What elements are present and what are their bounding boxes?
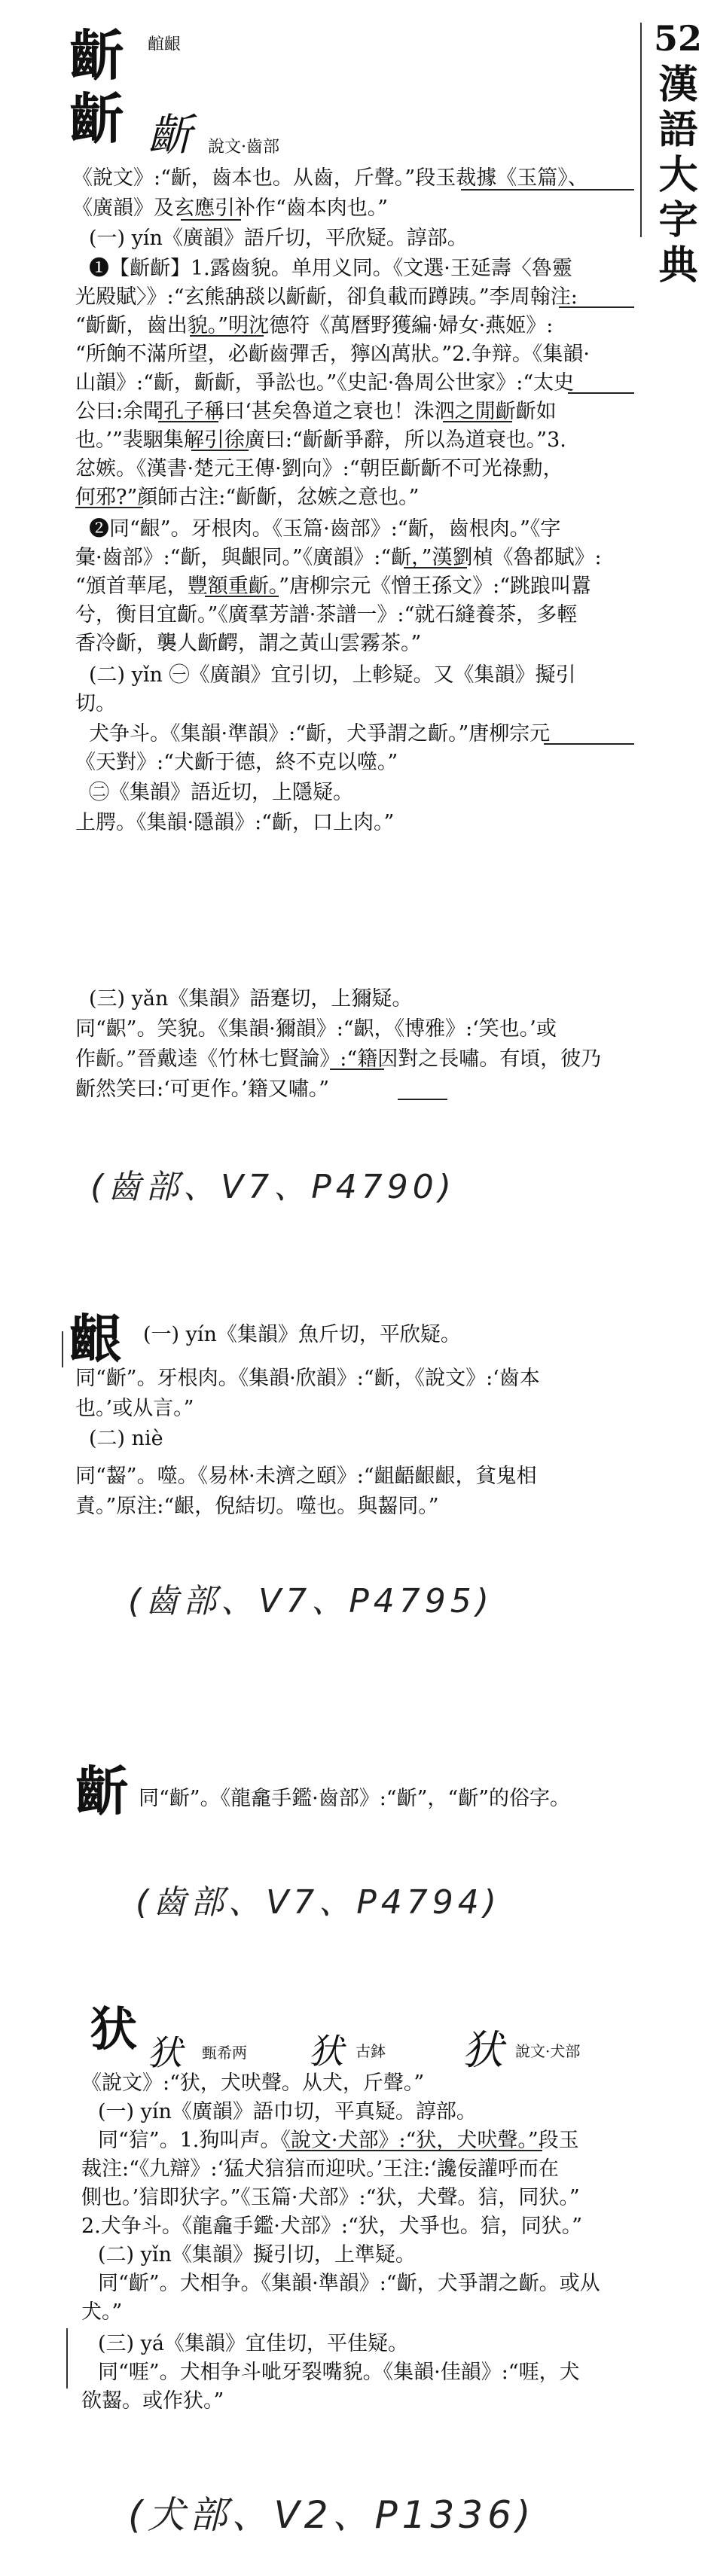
entry-line: 同“啀”。犬相争斗呲牙裂嘴貌。《集韻·佳韻》:“啀，犬 xyxy=(98,2361,580,2384)
entry-line: “齗齗，齒出貌。”明沈德符《萬曆野獲編·婦女·燕姬》: xyxy=(75,314,554,337)
entry-line: 切。 xyxy=(75,692,116,715)
entry-line: (三) yá《集韻》宜佳切，平佳疑。 xyxy=(98,2332,408,2355)
entry-line: 同“齗”。《龍龕手鑑·齒部》:“齗”，“齗”的俗字。 xyxy=(139,1787,570,1810)
entry-line: “所餉不滿所望，必齗齒彈舌，獰凶萬狀。”2.争辩。《集韻· xyxy=(75,343,590,366)
seal-source-label: 說文·犬部 xyxy=(515,2042,581,2060)
entry-line: 同“齧”。噬。《易林·未濟之頤》:“齟齬齦齦，貧鬼相 xyxy=(75,1465,537,1488)
seal-glyph: 犾 xyxy=(148,2032,182,2073)
handwritten-note: (犬部、V2、P1336) xyxy=(128,2493,536,2537)
entry-line: 《說文》:“齗，齒本也。从齒，斤聲。”段玉裁據《玉篇》、 xyxy=(72,166,588,190)
seal-source-label: 甄希两 xyxy=(202,2044,247,2062)
entry-line: 作齗。”晉戴逵《竹林七賢論》:“籍因對之長嘯。有頃，彼乃 xyxy=(75,1047,602,1071)
head-character: 齗 xyxy=(69,23,124,87)
head-character: 齦 xyxy=(69,1308,122,1370)
entry-line: 兮，衡目宜齗。”《廣羣芳譜·茶譜一》:“就石縫養茶，多輕 xyxy=(75,603,578,626)
entry-line: 犬。” xyxy=(81,2300,123,2324)
seal-character: 齗 xyxy=(69,87,124,151)
entry-line: (一) yín《集韻》魚斤切，平欣疑。 xyxy=(143,1323,461,1346)
entry-line: ❷同“齦”。牙根肉。《玉篇·齒部》:“齗，齒根肉。”《字 xyxy=(89,517,561,541)
entry-line: ❶【齗齗】1.露齒貌。单用义同。《文選·王延壽〈魯靈 xyxy=(89,257,572,280)
entry-line: (一) yín《廣韻》語巾切，平真疑。諄部。 xyxy=(98,2100,477,2123)
handwritten-note: (齒部、V7、P4795) xyxy=(128,1582,493,1620)
entry-line: 《天對》:“犬齗于德，終不克以噬。” xyxy=(75,751,398,774)
entry-line: (二) niè xyxy=(89,1427,163,1450)
book-title: 漢語大字典 xyxy=(652,63,697,289)
head-note: 𪘲齦 xyxy=(148,35,182,54)
handwritten-note: (齒部、V7、P4790) xyxy=(90,1168,456,1206)
head-character: 齗 xyxy=(75,1760,128,1822)
entry-line: 裁注:“《九辯》:‘猛犬狺狺而迎吠。’王注:‘讒佞讙呼而在 xyxy=(81,2157,559,2181)
entry-line: 同“狺”。1.狗叫声。《說文·犬部》:“犾，犬吠聲。”段玉 xyxy=(98,2129,579,2152)
entry-line: 也。’”裴駰集解引徐廣曰:“齗齗爭辭，所以為道衰也。”3. xyxy=(75,428,566,452)
entry-line: 2.犬争斗。《龍龕手鑑·犬部》:“犾，犬爭也。狺，同犾。” xyxy=(81,2215,583,2238)
entry-line: (二) yǐn ㊀《廣韻》宜引切，上軫疑。又《集韻》擬引 xyxy=(89,663,576,687)
entry-line: 忿嫉。《漢書·楚元王傳·劉向》:“朝臣齗齗不可光祿勳， xyxy=(75,457,563,480)
seal-source-label: 說文·齒部 xyxy=(208,138,279,157)
entry-line: “頒首華尾，豐額重齗。”唐柳宗元《憎王孫文》:“跳踉叫囂 xyxy=(75,575,592,598)
entry-line: (一) yín《廣韻》語斤切，平欣疑。諄部。 xyxy=(89,227,468,250)
entry-line: 山韻》:“齗，齗齗，爭訟也。”《史記·魯周公世家》:“太史 xyxy=(75,371,575,395)
entry-line: 同“齗”。犬相争。《集韻·準韻》:“齗，犬爭謂之齗。或从 xyxy=(98,2272,600,2295)
entry-line: 《廣韻》及玄應引补作“齒本肉也。” xyxy=(72,197,389,220)
entry-line: 《說文》:“犾，犬吠聲。从犬，斤聲。” xyxy=(81,2071,425,2095)
entry-line: 側也。’狺即犾字。”《玉篇·犬部》:“犾，犬聲。狺，同犾。” xyxy=(81,2186,580,2209)
entry-line: (二) yǐn《集韻》擬引切，上準疑。 xyxy=(98,2243,416,2267)
entry-line: 公曰:余聞孔子稱曰‘甚矣魯道之衰也！洙泗之閒齗齗如 xyxy=(75,400,557,423)
entry-line: (三) yǎn《集韻》語蹇切，上獮疑。 xyxy=(89,987,413,1011)
entry-line: 上腭。《集韻·隱韻》:“齗，口上肉。” xyxy=(75,811,395,834)
entry-line: 同“齗”。牙根肉。《集韻·欣韻》:“齗，《說文》:‘齒本 xyxy=(75,1367,540,1390)
entry-line: 香冷齗，襲人齗齶，謂之黃山雲霧茶。” xyxy=(75,632,422,655)
seal-source-label: 古鉢 xyxy=(356,2042,386,2060)
entry-line: 也。’或从言。” xyxy=(75,1397,194,1420)
seal-glyph: 犾 xyxy=(462,2026,503,2074)
page-number: 52 xyxy=(654,18,703,59)
entry-line: 齗然笑曰:‘可更作。’籍又嘯。” xyxy=(75,1078,330,1101)
entry-line: 犬争斗。《集韻·準韻》:“齗，犬爭謂之齗。”唐柳宗元 xyxy=(89,722,551,745)
entry-line: 同“齞”。笑貌。《集韻·獮韻》:“齞，《博雅》:‘笑也。’或 xyxy=(75,1017,557,1041)
entry-line: 彙·齒部》:“齗，與齦同。”《廣韻》:“齗，”漢劉楨《魯都賦》: xyxy=(75,546,602,569)
entry-line: 欲齧。或作犾。” xyxy=(81,2389,224,2413)
seal-glyph: 齗 xyxy=(148,109,192,160)
handwritten-note: (齒部、V7、P4794) xyxy=(136,1883,501,1922)
entry-line: ㊁《集韻》語近切，上隱疑。 xyxy=(89,781,353,804)
entry-line: 光殿賦〉》:“玄熊舑舕以齗齗，卻負載而蹲跠。”李周翰注: xyxy=(75,285,578,309)
seal-glyph: 犾 xyxy=(309,2031,343,2071)
head-character: 犾 xyxy=(90,2001,138,2056)
entry-line: 責。”原注:“齦，倪結切。噬也。與齧同。” xyxy=(75,1495,439,1518)
entry-line: 何邪?”顔師古注:“齗齗，忿嫉之意也。” xyxy=(75,486,420,509)
